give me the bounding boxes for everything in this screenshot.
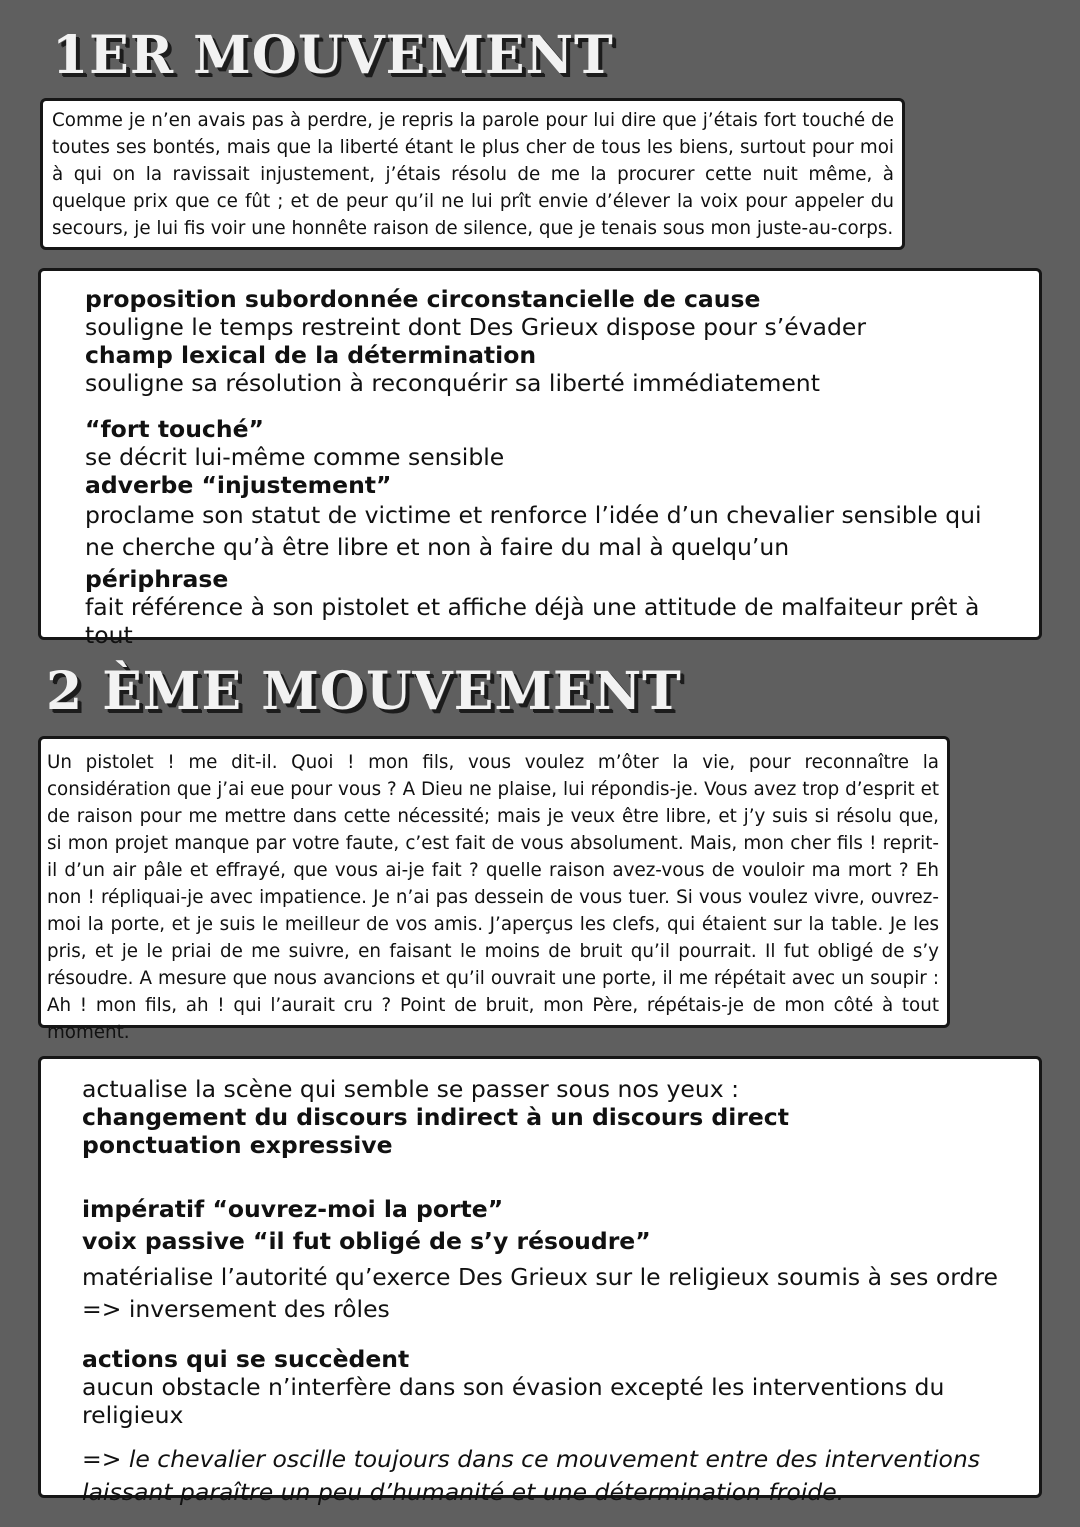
movement-1-title: 1ER MOUVEMENT: [52, 25, 614, 86]
movement-2-quote-box: [38, 736, 950, 1043]
note-text: se décrit lui-même comme sensible: [85, 443, 505, 471]
note-text: proclame son statut de victime et renforce l’idée d’un chevalier sensible qui ne cherche qu’à être libre et non à faire du mal à quelqu’un: [85, 501, 982, 561]
note-term: voix passive “il fut obligé de s’y résoudre”: [82, 1227, 651, 1255]
note-intro: actualise la scène qui semble se passer sous nos yeux :: [82, 1075, 740, 1103]
movement-2-title: 2 ÈME MOUVEMENT: [46, 661, 682, 722]
movement-2-notes-box: [38, 1056, 1042, 1506]
movement-1-notes-box: [38, 268, 1042, 649]
note-term: impératif “ouvrez-moi la porte”: [82, 1195, 504, 1223]
note-term: actions qui se succèdent: [82, 1345, 410, 1373]
note-text: souligne sa résolution à reconquérir sa liberté immédiatement: [85, 369, 820, 397]
movement-1-quote-box: [40, 98, 905, 250]
movement-2-quote: Un pistolet ! me dit-il. Quoi ! mon fils, vous voulez m’ôter la vie, pour reconnaître la considération que j’ai eue pour vous ? A Dieu ne plaise, lui répondis-je. Vous avez trop d’esprit et de raison pour me mettre dans cette nécessité; mais je veux être libre, et j’y suis si résolu que, si mon projet manque par votre faute, c’est fait de vous absolument. Mais, mon cher fils ! reprit-il d’un air pâle et effrayé, que vous ai-je fait ? quelle raison avez-vous de vouloir ma mort ? Eh non ! répliquai-je avec impatience. Je n’ai pas dessein de vous tuer. Si vous voulez vivre, ouvrez-moi la porte, et je suis le meilleur de vos amis. J’aperçus les clefs, qui étaient sur la table. Je les pris, et je le priai de me suivre, en faisant le moins de bruit qu’il pourrait. Il fut obligé de s’y résoudre. A mesure que nous avancions et qu’il ouvrait une porte, il me répétait avec un soupir : Ah ! mon fils, ah ! qui l’aurait cru ? Point de bruit, mon Père, répétais-je de mon côté à tout moment.: [47, 752, 939, 1043]
note-term: changement du discours indirect à un discours direct: [82, 1103, 789, 1131]
note-text: souligne le temps restreint dont Des Grieux dispose pour s’évader: [85, 313, 866, 341]
note-text: fait référence à son pistolet et affiche déjà une attitude de malfaiteur prêt à tout: [85, 593, 980, 649]
note-term: proposition subordonnée circonstancielle de cause: [85, 285, 761, 313]
note-conclusion: => le chevalier oscille toujours dans ce mouvement entre des interventions laissant paraître un peu d’humanité et une détermination froide.: [82, 1445, 981, 1506]
note-term: champ lexical de la détermination: [85, 341, 537, 369]
note-text: matérialise l’autorité qu’exerce Des Grieux sur le religieux soumis à ses ordre => inversement des rôles: [82, 1263, 999, 1323]
note-text: aucun obstacle n’interfère dans son évasion excepté les interventions du religieux: [82, 1373, 945, 1429]
movement-1-quote: Comme je n’en avais pas à perdre, je repris la parole pour lui dire que j’étais fort touché de toutes ses bontés, mais que la liberté étant le plus cher de tous les biens, surtout pour moi à qui on la ravissait injustement, j’étais résolu de me la procurer cette nuit même, à quelque prix que ce fût ; et de peur qu’il ne lui prît envie d’élever la voix pour appeler du secours, je lui fis voir une honnête raison de silence, que je tenais sous mon juste-au-corps.: [52, 110, 894, 239]
note-term: “fort touché”: [85, 415, 264, 443]
note-term: périphrase: [85, 565, 229, 593]
note-term: ponctuation expressive: [82, 1131, 393, 1159]
note-term: adverbe “injustement”: [85, 471, 392, 499]
